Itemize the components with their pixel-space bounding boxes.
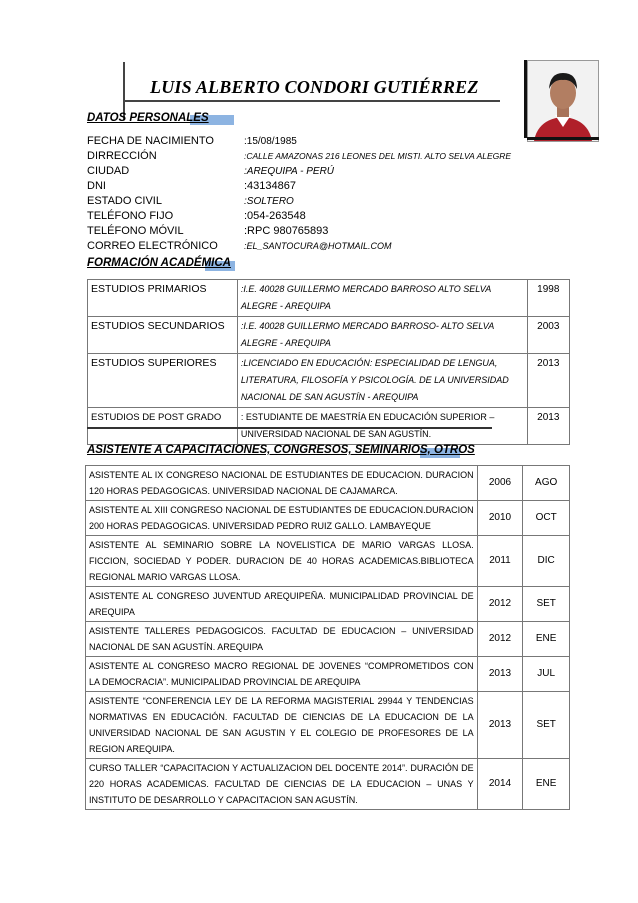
training-description: ASISTENTE “CONFERENCIA LEY DE LA REFORMA MAGISTERIAL 29944 Y TENDENCIAS NORMATIVAS EN EDUCACIÓN. FACULTAD DE CIENCIAS DE LA EDUCACION DE LA UNIVERSIDAD NACIONAL DE SAN AGUSTIN Y EL COLEGIO DE PROFESORES DE LA REGION AREQUIPA. [86,692,478,759]
education-year: 1998 [527,280,569,317]
training-description: ASISTENTE AL CONGRESO MACRO REGIONAL DE JOVENES “COMPROMETIDOS CON LA DEMOCRACIA”. MUNICIPALIDAD PROVINCIAL DE AREQUIPA [86,657,478,692]
training-year: 2006 [477,466,523,501]
personal-row [87,134,507,149]
training-description: ASISTENTE AL CONGRESO JUVENTUD AREQUIPEÑA. MUNICIPALIDAD PROVINCIAL DE AREQUIPA [86,587,478,622]
training-year: 2011 [477,536,523,587]
education-level: ESTUDIOS DE POST GRADO [88,408,238,445]
table-row [86,536,570,587]
training-month: JUL [523,657,570,692]
photo-frame-bottom [527,137,599,140]
training-month: AGO [523,466,570,501]
table-row [86,692,570,759]
table-row [86,466,570,501]
personal-row [87,209,507,224]
training-description: CURSO TALLER “CAPACITACION Y ACTUALIZACION DEL DOCENTE 2014”. DURACIÓN DE 220 HORAS ACADEMICAS. FACULTAD DE CIENCIAS DE LA EDUCACION – UNAS Y INSTITUTO DE DESARROLLO Y CAPACITACION SAN AGUSTÍN. [86,759,478,810]
personal-value: :15/08/1985 [244,136,297,147]
personal-row [87,149,512,164]
training-month: ENE [523,759,570,810]
education-level: ESTUDIOS SECUNDARIOS [88,317,238,354]
education-level: ESTUDIOS SUPERIORES [88,354,238,408]
section-separator [87,427,492,429]
education-year: 2013 [527,354,569,408]
personal-label: DNI [87,180,106,192]
personal-value: :SOLTERO [244,196,294,207]
training-month: OCT [523,501,570,536]
training-month: SET [523,587,570,622]
personal-row [87,194,507,209]
personal-row [87,239,507,254]
education-detail: :LICENCIADO EN EDUCACIÓN: ESPECIALIDAD DE LENGUA, LITERATURA, FILOSOFÍA Y PSICOLOGÍA. DE LA UNIVERSIDAD NACIONAL DE SAN AGUSTÍN - AREQUIPA [237,354,527,408]
table-row [88,354,570,408]
cv-name-title: LUIS ALBERTO CONDORI GUTIÉRREZ [150,77,479,97]
training-month: DIC [523,536,570,587]
table-row [86,759,570,810]
personal-label: TELÉFONO FIJO [87,210,174,222]
personal-label: ESTADO CIVIL [87,195,162,207]
table-row [88,280,570,317]
person-portrait-icon [528,61,598,141]
personal-label: CORREO ELECTRÓNICO [87,240,218,252]
section-title-education: FORMACIÓN ACADÉMICA [87,257,231,269]
education-year: 2003 [527,317,569,354]
training-month: SET [523,692,570,759]
table-row [86,657,570,692]
personal-row [87,224,507,239]
personal-row [87,164,507,179]
training-year: 2014 [477,759,523,810]
education-year: 2013 [527,408,569,445]
personal-value: :43134867 [244,180,296,192]
header-horizontal-rule [124,100,500,102]
table-row [88,317,570,354]
table-row [86,587,570,622]
personal-label: CIUDAD [87,165,130,177]
training-description: ASISTENTE AL SEMINARIO SOBRE LA NOVELISTICA DE MARIO VARGAS LLOSA. FICCION, SOCIEDAD Y PODER. DURACION DE 40 HORAS ACADEMICAS.BIBLIOTECA REGIONAL MARIO VARGAS LLOSA. [86,536,478,587]
personal-value: :054-263548 [244,210,306,222]
training-year: 2013 [477,657,523,692]
training-year: 2013 [477,692,523,759]
training-year: 2012 [477,622,523,657]
table-row [88,408,570,445]
section-title-personal: DATOS PERSONALES [87,112,209,124]
personal-value: :AREQUIPA - PERÚ [244,166,335,177]
profile-photo [527,60,599,142]
education-table [87,279,570,445]
personal-value: :CALLE AMAZONAS 216 LEONES DEL MISTI. ALTO SELVA ALEGRE [244,151,512,161]
section-title-training: ASISTENTE A CAPACITACIONES, CONGRESOS, SEMINARIOS, OTROS [87,444,475,456]
education-detail: : ESTUDIANTE DE MAESTRÍA EN EDUCACIÓN SUPERIOR – UNIVERSIDAD NACIONAL DE SAN AGUSTÍN. [237,408,527,445]
table-row [86,622,570,657]
personal-label: DIRRECCIÓN [87,150,157,162]
training-year: 2012 [477,587,523,622]
education-detail: :I.E. 40028 GUILLERMO MERCADO BARROSO- ALTO SELVA ALEGRE - AREQUIPA [237,317,527,354]
training-month: ENE [523,622,570,657]
personal-label: TELÉFONO MÓVIL [87,225,184,237]
personal-value: :RPC 980765893 [244,225,329,237]
personal-row [87,179,507,194]
training-year: 2010 [477,501,523,536]
personal-label: FECHA DE NACIMIENTO [87,135,214,147]
education-level: ESTUDIOS PRIMARIOS [88,280,238,317]
training-table [85,465,570,810]
education-detail: :I.E. 40028 GUILLERMO MERCADO BARROSO ALTO SELVA ALEGRE - AREQUIPA [237,280,527,317]
training-description: ASISTENTE AL XIII CONGRESO NACIONAL DE ESTUDIANTES DE EDUCACION.DURACION 200 HORAS PEDAGOGICAS. UNIVERSIDAD PEDRO RUIZ GALLO. LAMBAYEQUE [86,501,478,536]
personal-value: :EL_SANTOCURA@HOTMAIL.COM [244,241,392,251]
table-row [86,501,570,536]
training-description: ASISTENTE TALLERES PEDAGOGICOS. FACULTAD DE EDUCACION – UNIVERSIDAD NACIONAL DE SAN AGUSTÍN. AREQUIPA [86,622,478,657]
training-description: ASISTENTE AL IX CONGRESO NACIONAL DE ESTUDIANTES DE EDUCACION. DURACION 120 HORAS PEDAGOGICAS. UNIVERSIDAD NACIONAL DE CAJAMARCA. [86,466,478,501]
